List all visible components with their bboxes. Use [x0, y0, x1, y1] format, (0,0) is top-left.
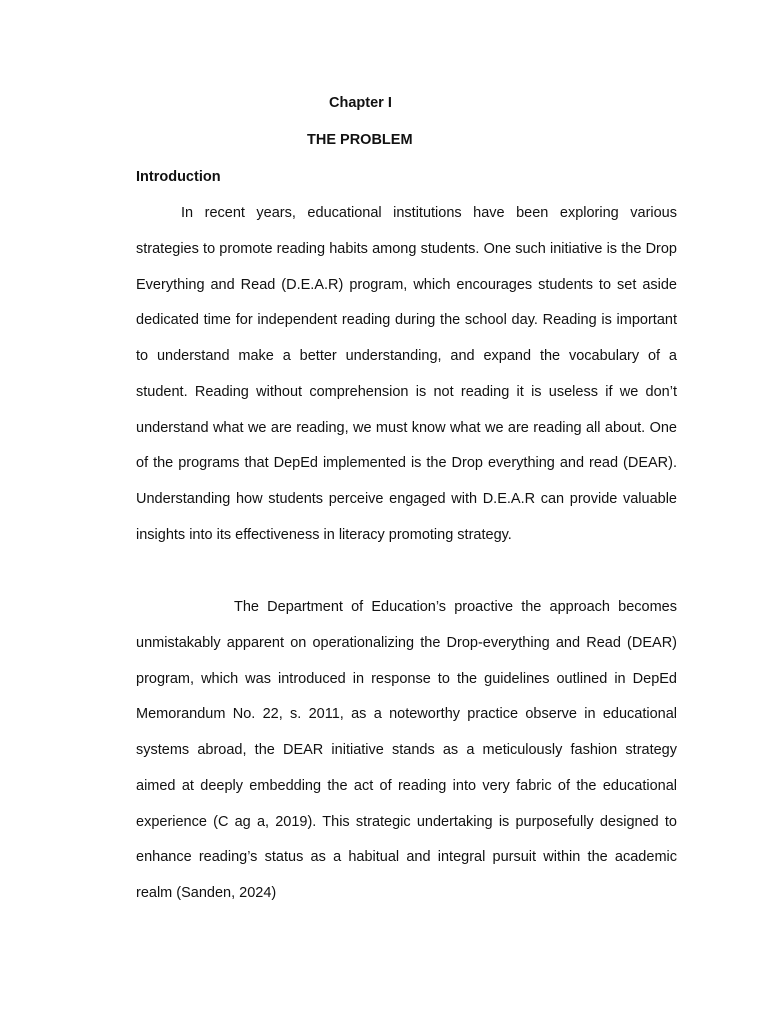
section-heading: Introduction — [136, 169, 221, 185]
chapter-title: THE PROBLEM — [307, 132, 413, 148]
chapter-label: Chapter I — [329, 95, 392, 111]
paragraph-introduction-2: The Department of Education’s proactive the approach becomes unmistakably apparent on operationalizing the Drop-everything and Read (DEAR) program, which was introduced in response to the guidelines outlined in DepEd Memorandum No. 22, s. 2011, as a noteworthy practice observe in educational systems abroad, the DEAR initiative stands as a meticulously fashion strategy aimed at deeply embedding the act of reading into very fabric of the educational experience (C ag a, 2019). This strategic undertaking is purposefully designed to enhance reading’s status as a habitual and integral pursuit within the academic realm (Sanden, 2024) — [136, 599, 677, 901]
paragraph-introduction-1: In recent years, educational institutions have been exploring various strategies to promote reading habits among students. One such initiative is the Drop Everything and Read (D.E.A.R) program, which encourages students to set aside dedicated time for independent reading during the school day. Reading is important to understand make a better understanding, and expand the vocabulary of a student. Reading without comprehension is not reading it is useless if we don’t understand what we are reading, we must know what we are reading all about. One of the programs that DepEd implemented is the Drop everything and read (DEAR). Understanding how students perceive engaged with D.E.A.R can provide valuable insights into its effectiveness in literacy promoting strategy. — [136, 205, 677, 543]
